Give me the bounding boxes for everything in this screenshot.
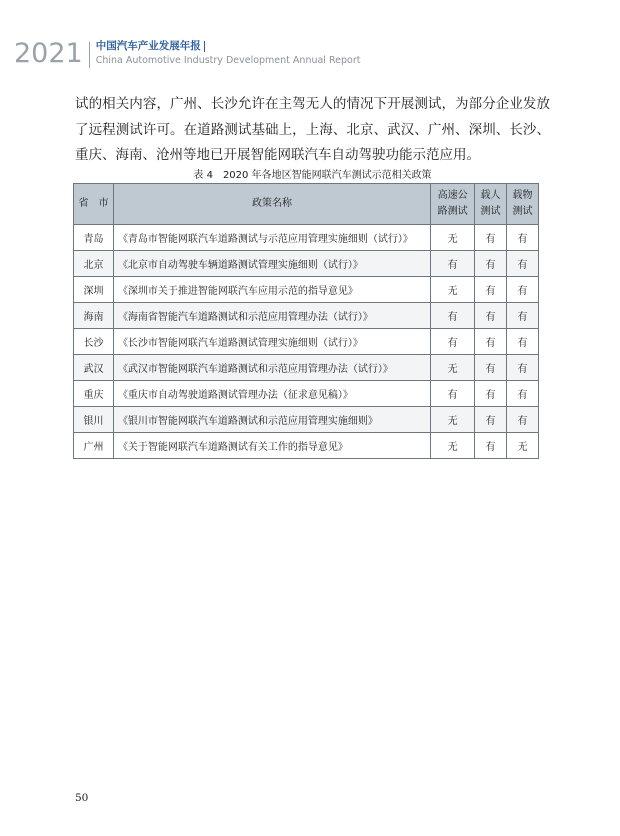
table-row (74, 407, 539, 433)
cell-policy: 《青岛市智能网联汽车道路测试与示范应用管理实施细则（试行）》 (113, 225, 430, 251)
header-titles (96, 40, 361, 67)
cell-cargo: 有 (507, 381, 539, 407)
cell-policy: 《重庆市自动驾驶道路测试管理办法（征求意见稿）》 (113, 381, 430, 407)
header-cargo-line2: 测试 (512, 206, 533, 217)
header-city: 省 市 (74, 184, 114, 225)
table-header-row (74, 184, 539, 225)
cell-policy: 《深圳市关于推进智能网联汽车应用示范的指导意见》 (113, 277, 430, 303)
report-title-en: China Automotive Industry Development Annual Report (95, 55, 361, 66)
cell-highway: 无 (431, 433, 475, 459)
cell-cargo: 有 (507, 355, 539, 381)
header-policy: 政策名称 (113, 184, 430, 225)
cell-cargo: 无 (507, 433, 539, 459)
body-text (75, 92, 550, 169)
cell-city: 武汉 (74, 355, 114, 381)
page-header (14, 40, 360, 70)
cell-policy: 《海南省智能汽车道路测试和示范应用管理办法（试行）》 (113, 303, 430, 329)
title-bar-mark (204, 41, 206, 52)
header-passenger-line1: 载人 (480, 190, 501, 201)
header-passenger (475, 184, 507, 225)
cell-highway: 有 (431, 329, 475, 355)
cell-cargo: 有 (507, 329, 539, 355)
cell-cargo: 有 (507, 277, 539, 303)
cell-passenger: 有 (475, 251, 507, 277)
header-passenger-line2: 测试 (480, 206, 501, 217)
cell-city: 银川 (74, 407, 114, 433)
header-divider (89, 42, 90, 68)
table-row (74, 277, 539, 303)
cell-passenger: 有 (475, 303, 507, 329)
cell-passenger: 有 (475, 381, 507, 407)
cell-city: 长沙 (74, 329, 114, 355)
cell-highway: 有 (431, 251, 475, 277)
cell-cargo: 有 (507, 251, 539, 277)
table-row (74, 225, 539, 251)
header-highway-line1: 高速公 (437, 190, 468, 201)
cell-passenger: 有 (475, 277, 507, 303)
cell-city: 青岛 (74, 225, 114, 251)
cell-highway: 无 (431, 225, 475, 251)
cell-passenger: 有 (475, 433, 507, 459)
cell-passenger: 有 (475, 407, 507, 433)
table-row (74, 329, 539, 355)
header-highway-line2: 路测试 (437, 206, 468, 217)
cell-policy: 《武汉市智能网联汽车道路测试和示范应用管理办法（试行）》 (113, 355, 430, 381)
cell-highway: 有 (431, 381, 475, 407)
cell-city: 深圳 (74, 277, 114, 303)
cell-policy: 《银川市智能网联汽车道路测试和示范应用管理实施细则》 (113, 407, 430, 433)
cell-cargo: 有 (507, 407, 539, 433)
table-row (74, 433, 539, 459)
cell-passenger: 有 (475, 329, 507, 355)
cell-policy: 《北京市自动驾驶车辆道路测试管理实施细则（试行）》 (113, 251, 430, 277)
cell-city: 重庆 (74, 381, 114, 407)
cell-highway: 无 (431, 407, 475, 433)
header-cargo-line1: 载物 (512, 190, 533, 201)
policy-table (73, 183, 539, 459)
cell-city: 广州 (74, 433, 114, 459)
cell-city: 北京 (74, 251, 114, 277)
page-number: 50 (75, 792, 89, 804)
report-title-cn: 中国汽车产业发展年报 (95, 40, 201, 52)
cell-highway: 无 (431, 355, 475, 381)
cell-city: 海南 (74, 303, 114, 329)
header-cargo (507, 184, 539, 225)
cell-highway: 无 (431, 277, 475, 303)
cell-cargo: 有 (507, 303, 539, 329)
cell-cargo: 有 (507, 225, 539, 251)
table-row (74, 355, 539, 381)
cell-policy: 《关于智能网联汽车道路测试有关工作的指导意见》 (113, 433, 430, 459)
header-cn-row (96, 40, 361, 53)
table-row (74, 381, 539, 407)
table-row (74, 303, 539, 329)
cell-passenger: 有 (475, 225, 507, 251)
cell-policy: 《长沙市智能网联汽车道路测试管理实施细则（试行）》 (113, 329, 430, 355)
header-highway (431, 184, 475, 225)
cell-highway: 有 (431, 303, 475, 329)
cell-passenger: 有 (475, 355, 507, 381)
report-year: 2021 (14, 38, 83, 69)
body-paragraph: 试的相关内容，广州、长沙允许在主驾无人的情况下开展测试，为部分企业发放了远程测试许可。在道路测试基础上，上海、北京、武汉、广州、深圳、长沙、重庆、海南、沧州等地已开展智能网联汽车自动驾驶功能示范应用。 (75, 96, 550, 163)
table-caption: 表 4 2020 年各地区智能网联汽车测试示范相关政策 (193, 170, 432, 181)
table-row (74, 251, 539, 277)
